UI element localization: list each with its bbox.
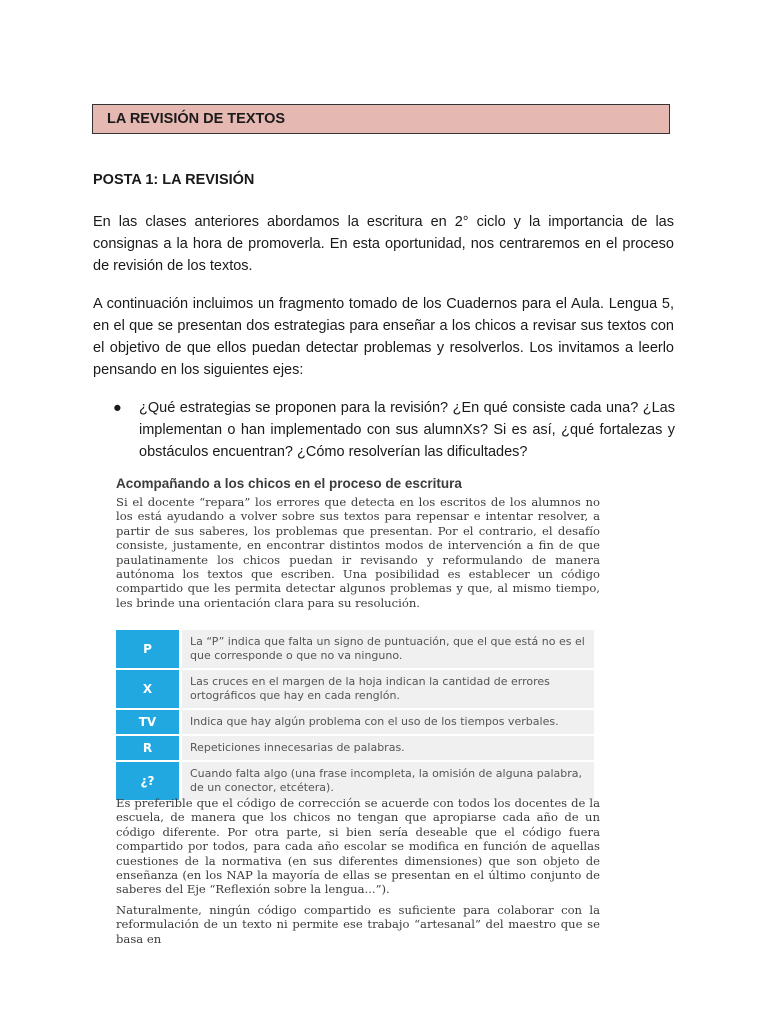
description-cell: Repeticiones innecesarias de palabras. xyxy=(181,735,595,761)
table-row xyxy=(116,630,594,669)
intro-paragraph: En las clases anteriores abordamos la escritura en 2° ciclo y la importancia de las consignas a la hora de promoverla. En esta oportunidad, nos centraremos en el proceso de revisión de los textos. xyxy=(93,214,674,274)
bullet-marker: ● xyxy=(113,400,122,416)
guiding-question-bullet xyxy=(115,397,675,463)
section-title: LA REVISIÓN DE TEXTOS xyxy=(107,111,286,127)
excerpt-closing-paragraph: Es preferible que el código de corrección se acuerde con todos los docentes de la escuela, de manera que los chicos no tengan que apropiarse cada año de un código diferente. Por otra parte, si bien sería deseable que el código fuera compartido por todos, para cada año escolar se modifica en función de aquellas cuestiones de la normativa (en sus diferentes dimensiones) que son objeto de enseñanza (en los NAP la mayoría de ellas se presentan en el último conjunto de saberes del Eje “Reflexión sobre la lengua...”). xyxy=(116,796,600,897)
code-cell: R xyxy=(116,735,181,761)
excerpt-heading: Acompañando a los chicos en el proceso de escritura xyxy=(116,476,462,491)
correction-code-table xyxy=(116,630,594,802)
table-row xyxy=(116,709,594,735)
code-cell: P xyxy=(116,630,181,669)
code-cell: TV xyxy=(116,709,181,735)
code-cell: ¿? xyxy=(116,761,181,801)
posta-heading: POSTA 1: LA REVISIÓN xyxy=(93,172,255,188)
code-cell: X xyxy=(116,669,181,709)
description-cell: Cuando falta algo (una frase incompleta, la omisión de alguna palabra, de un conector, etcétera). xyxy=(181,761,595,801)
description-cell: Indica que hay algún problema con el uso de los tiempos verbales. xyxy=(181,709,595,735)
bullet-text: ¿Qué estrategias se proponen para la revisión? ¿En qué consiste cada una? ¿Las implementan o han implementado con sus alumnXs? Si es así, ¿qué fortalezas y obstáculos encuentran? ¿Cómo resolverían las dificultades? xyxy=(139,400,675,460)
table-row xyxy=(116,735,594,761)
excerpt-closing-paragraph: Naturalmente, ningún código compartido es suficiente para colaborar con la reformulación de un texto ni permite ese trabajo “artesanal” del maestro que se basa en xyxy=(116,902,600,946)
table-row xyxy=(116,669,594,709)
description-cell: Las cruces en el margen de la hoja indican la cantidad de errores ortográficos que hay en cada renglón. xyxy=(181,669,595,709)
context-paragraph: A continuación incluimos un fragmento tomado de los Cuadernos para el Aula. Lengua 5, en el que se presentan dos estrategias para enseñar a los chicos a revisar sus textos con el objetivo de que ellos puedan detectar problemas y resolverlos. Los invitamos a leerlo pensando en los siguientes ejes: xyxy=(93,296,674,378)
table-row xyxy=(116,761,594,801)
description-cell: La “P” indica que falta un signo de puntuación, que el que está no es el que corresponde o que no va ninguno. xyxy=(181,630,595,669)
excerpt-intro: Si el docente “repara” los errores que detecta en los escritos de los alumnos no los está ayudando a volver sobre sus textos para repensar e intentar resolver, a partir de sus saberes, los problemas que presentan. Por el contrario, el desafío consiste, justamente, en encontrar distintos modos de intervención a fin de que paulatinamente los chicos puedan ir revisando y reformulando de manera autónoma los textos que escriben. Una posibilidad es establecer un código compartido que les permita detectar algunos problemas y que, al mismo tiempo, les brinde una orientación clara para su resolución. xyxy=(116,495,600,610)
excerpt-bottom xyxy=(116,796,600,952)
excerpt-top xyxy=(116,476,600,610)
section-title-box xyxy=(92,104,670,134)
